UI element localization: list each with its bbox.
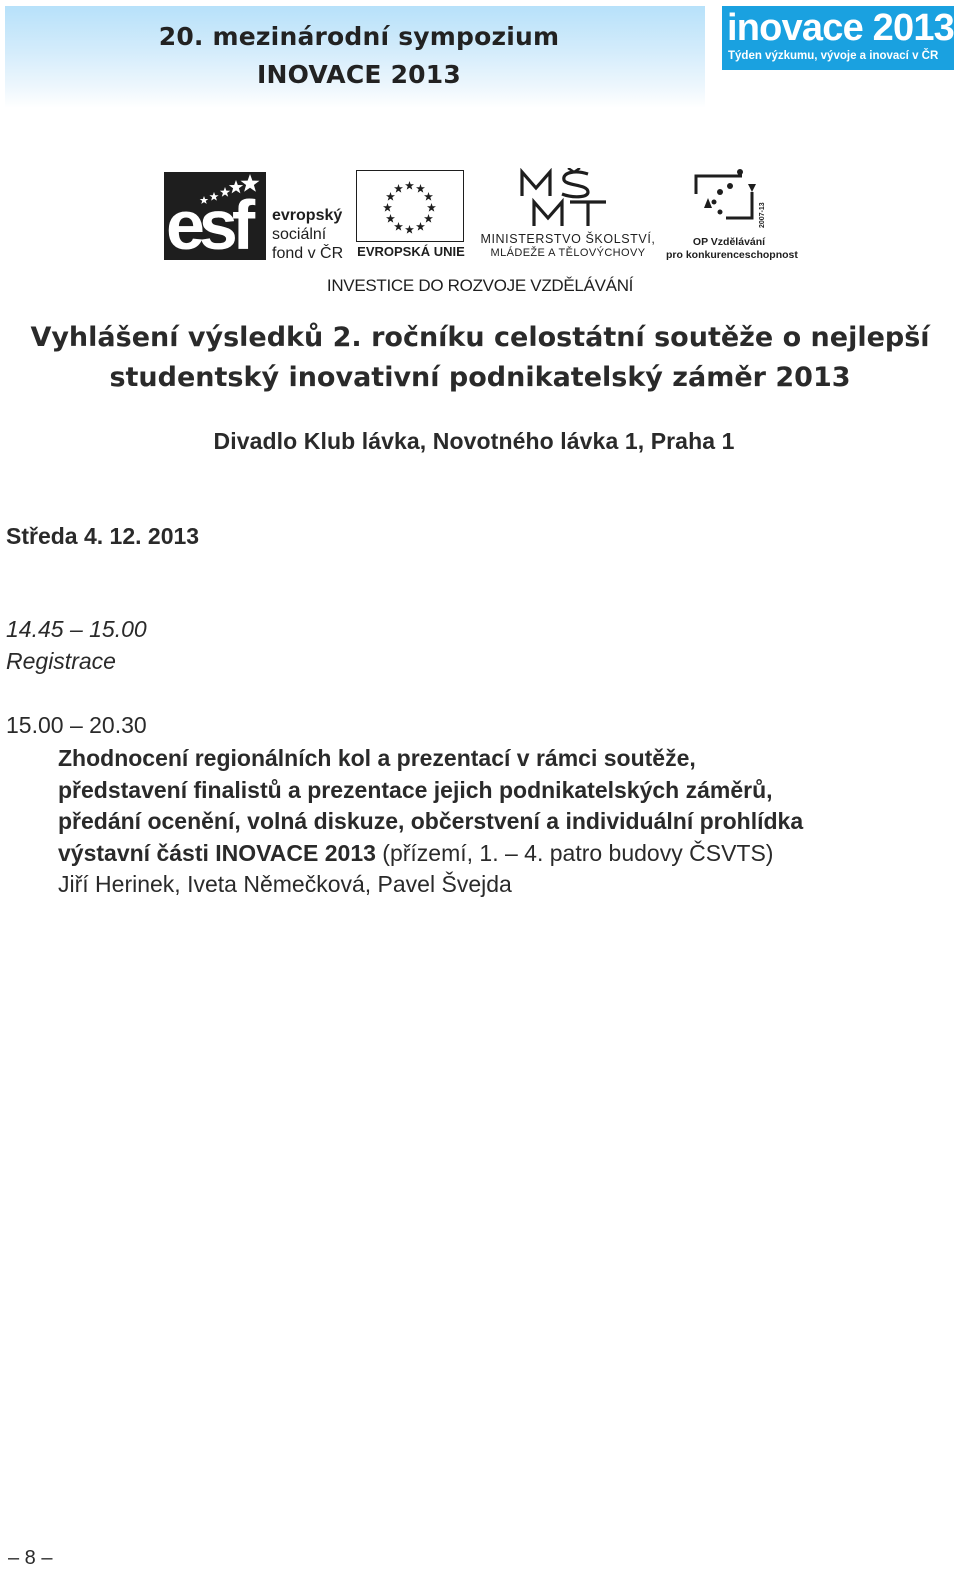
slot-2-desc-line-4 — [58, 838, 958, 870]
header-title-line-1: 20. mezinárodní sympozium — [158, 22, 560, 51]
msmt-text-line-1: MINISTERSTVO ŠKOLSTVÍ, — [480, 232, 656, 246]
msmt-text-line-2: MLÁDEŽE A TĚLOVÝCHOVY — [490, 247, 646, 259]
esf-mark — [164, 172, 266, 264]
slot-1-title: Registrace — [6, 648, 116, 674]
venue — [0, 428, 960, 455]
header-title-line-2: INOVACE 2013 — [257, 60, 461, 89]
op-mark-icon — [690, 168, 770, 234]
inovace-logo-subtitle: Týden výzkumu, vývoje a inovací v ČR — [728, 50, 939, 62]
esf-text-line-2: sociální — [272, 226, 327, 243]
eu-flag-icon — [356, 170, 464, 242]
op-text-line-2: pro konkurenceschopnost — [666, 249, 798, 261]
inovace-logo-title: inovace 2013 — [727, 7, 955, 49]
investice-tagline — [0, 276, 960, 296]
slot-2-desc-line-2: představení finalistů a prezentace jejich podnikatelských záměrů, — [58, 776, 773, 803]
slot-2-description — [58, 743, 958, 901]
slot-2-speakers: Jiří Herinek, Iveta Němečková, Pavel Švejda — [58, 871, 512, 897]
msmt-logo — [470, 168, 666, 264]
slot-2-time: 15.00 – 20.30 — [6, 712, 147, 738]
esf-text — [272, 206, 343, 263]
slot-1-time: 14.45 – 15.00 — [6, 616, 147, 642]
slot-2-desc-line-4-rest: (přízemí, 1. – 4. patro budovy ČSVTS) — [375, 839, 774, 866]
esf-logo — [164, 172, 352, 264]
esf-letters: esf — [166, 186, 250, 264]
eu-logo — [356, 170, 466, 262]
op-years: 2007-13 — [759, 202, 766, 228]
page-number: – 8 – — [8, 1547, 53, 1569]
venue-text: Divadlo Klub lávka, Novotného lávka 1, Praha 1 — [213, 428, 735, 454]
esf-text-line-3: fond v ČR — [272, 245, 344, 262]
op-vzdelavani-logo — [666, 168, 798, 264]
slot-2-desc-line-3: předání ocenění, volná diskuze, občerstvení a individuální prohlídka — [58, 808, 804, 834]
slot-2-desc-line-4-bold: výstavní části INOVACE 2013 — [58, 839, 376, 866]
esf-text-line-1: evropský — [272, 207, 343, 224]
main-title-line-2: studentský inovativní podnikatelský záměr 2013 — [109, 362, 851, 393]
inovace-2013-logo — [722, 6, 954, 70]
msmt-mark-icon — [518, 168, 614, 230]
eu-label: EVROPSKÁ UNIE — [357, 244, 465, 259]
day-heading: Středa 4. 12. 2013 — [6, 523, 200, 549]
main-title-line-1: Vyhlášení výsledků 2. ročníku celostátní soutěže o nejlepší — [30, 322, 930, 353]
op-text-line-1: OP Vzdělávání — [692, 236, 766, 248]
investice-text: INVESTICE DO ROZVOJE VZDĚLÁVÁNÍ — [326, 276, 634, 295]
slot-2-desc-line-1: Zhodnocení regionálních kol a prezentací v rámci soutěže, — [58, 745, 696, 771]
eu-stars-icon — [357, 171, 462, 240]
